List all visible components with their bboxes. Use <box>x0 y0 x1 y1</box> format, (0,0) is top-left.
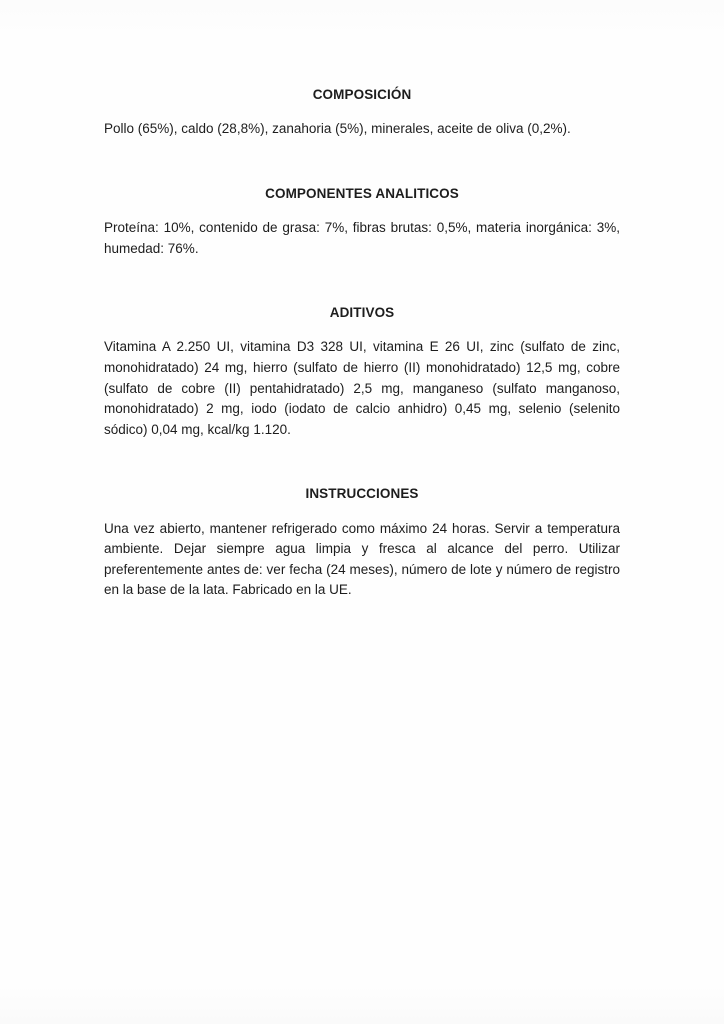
section-body-aditivos: Vitamina A 2.250 UI, vitamina D3 328 UI, vitamina E 26 UI, zinc (sulfato de zinc, monohidratado) 24 mg, hierro (sulfato de hierro (II) monohidratado) 12,5 mg, cobre (sulfato de cobre (II) pentahidratado) 2,5 mg, manganeso (sulfato manganoso, monohidratado) 2 mg, iodo (iodato de calcio anhidro) 0,45 mg, selenio (selenito sódico) 0,04 mg, kcal/kg 1.120. <box>104 339 620 437</box>
section-componentes-analiticos <box>104 186 620 259</box>
section-aditivos <box>104 305 620 440</box>
section-heading-aditivos: ADITIVOS <box>329 305 395 321</box>
section-body-composicion: Pollo (65%), caldo (28,8%), zanahoria (5%), minerales, aceite de oliva (0,2%). <box>104 121 571 137</box>
section-body-componentes-analiticos: Proteína: 10%, contenido de grasa: 7%, fibras brutas: 0,5%, materia inorgánica: 3%, humedad: 76%. <box>104 219 620 256</box>
section-body-instrucciones: Una vez abierto, mantener refrigerado como máximo 24 horas. Servir a temperatura ambiente. Dejar siempre agua limpia y fresca al alcance del perro. Utilizar preferentemente antes de: ver fecha (24 meses), número de lote y número de registro en la base de la lata. Fabricado en la UE. <box>104 520 620 598</box>
section-composicion <box>104 87 620 140</box>
section-heading-composicion: COMPOSICIÓN <box>312 87 412 102</box>
section-instrucciones <box>104 486 620 601</box>
section-heading-componentes-analiticos: COMPONENTES ANALITICOS <box>265 185 459 201</box>
section-heading-instrucciones: INSTRUCCIONES <box>305 486 419 502</box>
